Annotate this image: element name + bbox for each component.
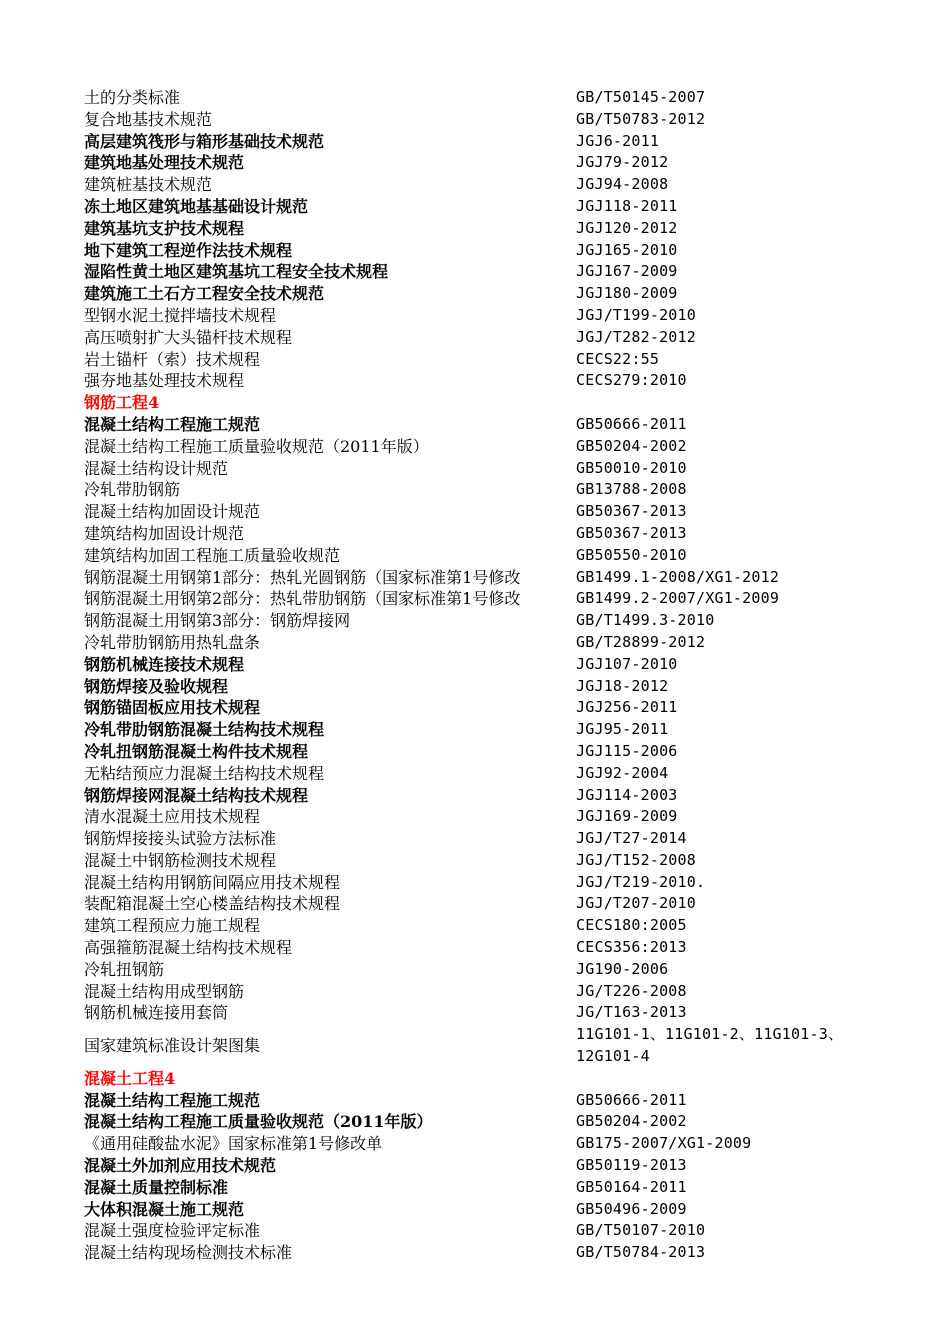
standard-name: 建筑施工土石方工程安全技术规范 <box>84 284 325 304</box>
standard-name: 冻土地区建筑地基基础设计规范 <box>84 196 309 216</box>
standard-name: 冷轧带肋钢筋用热轧盘条 <box>84 632 261 652</box>
standard-code: CECS22:55 <box>576 349 660 368</box>
standard-code: GB50164-2011 <box>576 1177 687 1196</box>
standard-row <box>84 937 884 959</box>
standard-name: 混凝土结构工程施工规范 <box>84 414 261 434</box>
standard-code <box>576 392 884 414</box>
standard-code: GB13788-2008 <box>576 480 687 499</box>
standard-code: JGJ169-2009 <box>576 807 678 826</box>
standard-row <box>84 458 884 480</box>
standard-row <box>84 436 884 458</box>
standard-row <box>84 1133 884 1155</box>
standard-name: 地下建筑工程逆作法技术规程 <box>84 240 293 260</box>
standard-code: JGJ/T152-2008 <box>576 850 696 869</box>
standard-name: 混凝土结构用钢筋间隔应用技术规程 <box>84 872 341 892</box>
standard-name: 土的分类标准 <box>84 88 181 107</box>
standard-name: 混凝土中钢筋检测技术规程 <box>84 850 277 870</box>
standard-row <box>84 1220 884 1242</box>
standard-name: 混凝土结构加固设计规范 <box>84 502 261 522</box>
standard-code: JGJ256-2011 <box>576 698 678 717</box>
standard-name: 冷轧带肋钢筋 <box>84 480 181 500</box>
standard-row <box>84 915 884 937</box>
standard-name: 钢筋混凝土用钢第3部分：钢筋焊接网 <box>84 611 351 631</box>
standard-row <box>84 174 884 196</box>
standard-name: 建筑桩基技术规范 <box>84 175 213 195</box>
standard-row <box>84 283 884 305</box>
standard-code: CECS279:2010 <box>576 371 687 390</box>
standard-code <box>576 1068 884 1090</box>
standard-row <box>84 1002 884 1024</box>
standard-code: JGJ118-2011 <box>576 196 678 215</box>
standard-row <box>84 305 884 327</box>
standard-code: JG/T163-2013 <box>576 1003 687 1022</box>
standard-code: 11G101-1、11G101-2、11G101-3、12G101-4 <box>576 1025 844 1066</box>
standard-row <box>84 1242 884 1264</box>
standard-name: 高层建筑筏形与箱形基础技术规范 <box>84 131 325 151</box>
standard-row <box>84 1177 884 1199</box>
standard-name: 冷轧带肋钢筋混凝土结构技术规程 <box>84 720 325 740</box>
standard-row <box>84 959 884 981</box>
standard-name: 冷轧扭钢筋混凝土构件技术规程 <box>84 741 309 761</box>
standard-row <box>84 719 884 741</box>
standard-name: 钢筋机械连接技术规程 <box>84 654 245 674</box>
standard-name: 钢筋焊接网混凝土结构技术规程 <box>84 785 309 805</box>
standard-code: GB50367-2013 <box>576 502 687 521</box>
standard-name: 装配箱混凝土空心楼盖结构技术规程 <box>84 894 341 914</box>
standard-row <box>84 697 884 719</box>
standard-row <box>84 981 884 1003</box>
standard-row <box>84 763 884 785</box>
standard-name: 型钢水泥土搅拌墙技术规程 <box>84 305 277 325</box>
standard-row <box>84 1024 884 1068</box>
standard-row <box>84 327 884 349</box>
standard-code: JGJ18-2012 <box>576 676 669 695</box>
standard-code: GB50367-2013 <box>576 523 687 542</box>
standard-row <box>84 501 884 523</box>
standard-code: JGJ/T199-2010 <box>576 305 696 324</box>
standard-name: 混凝土结构工程施工规范 <box>84 1090 261 1110</box>
standard-code: JGJ/T219-2010. <box>576 872 706 891</box>
standard-code: GB50204-2002 <box>576 1112 687 1131</box>
standard-code: JGJ92-2004 <box>576 763 669 782</box>
standard-code: GB50204-2002 <box>576 436 687 455</box>
standard-code: JGJ120-2012 <box>576 218 678 237</box>
standard-name: 复合地基技术规范 <box>84 109 213 129</box>
standard-name: 混凝土质量控制标准 <box>84 1177 229 1197</box>
standard-code: JGJ114-2003 <box>576 785 678 804</box>
standard-name: 湿陷性黄土地区建筑基坑工程安全技术规程 <box>84 262 389 282</box>
standard-row <box>84 152 884 174</box>
standard-row <box>84 567 884 589</box>
standard-row <box>84 196 884 218</box>
standard-row <box>84 370 884 392</box>
standard-name: 建筑结构加固工程施工质量验收规范 <box>84 545 341 565</box>
standard-code: JG190-2006 <box>576 959 669 978</box>
standard-row <box>84 109 884 131</box>
standard-row <box>84 676 884 698</box>
standard-name: 《通用硅酸盐水泥》国家标准第1号修改单 <box>84 1134 383 1154</box>
standard-name: 无粘结预应力混凝土结构技术规程 <box>84 763 325 783</box>
standard-name: 混凝土结构工程施工质量验收规范（2011年版） <box>84 436 429 456</box>
standard-code: GB50119-2013 <box>576 1156 687 1175</box>
standard-name: 钢筋焊接接头试验方法标准 <box>84 829 277 849</box>
standard-name: 高强箍筋混凝土结构技术规程 <box>84 938 293 958</box>
standard-name: 混凝土结构用成型钢筋 <box>84 981 245 1001</box>
standard-name: 建筑基坑支护技术规程 <box>84 218 245 238</box>
standard-row <box>84 872 884 894</box>
standards-list <box>84 87 884 1264</box>
standard-name: 钢筋焊接及验收规程 <box>84 676 229 696</box>
standard-name: 混凝土结构设计规范 <box>84 458 229 478</box>
standard-code: JGJ165-2010 <box>576 240 678 259</box>
standard-name: 钢筋混凝土用钢第2部分：热轧带肋钢筋（国家标准第1号修改 <box>84 589 521 609</box>
standard-row <box>84 893 884 915</box>
standard-code: JGJ180-2009 <box>576 284 678 303</box>
standard-name: 冷轧扭钢筋 <box>84 959 165 979</box>
standard-name: 大体积混凝土施工规范 <box>84 1199 245 1219</box>
standard-code: JGJ6-2011 <box>576 131 660 150</box>
section-title: 混凝土工程4 <box>84 1068 176 1088</box>
standard-code: JGJ79-2012 <box>576 153 669 172</box>
standard-row <box>84 1090 884 1112</box>
standard-code: JGJ167-2009 <box>576 262 678 281</box>
standard-code: GB175-2007/XG1-2009 <box>576 1134 752 1153</box>
standard-row <box>84 218 884 240</box>
standard-row <box>84 588 884 610</box>
standard-row <box>84 850 884 872</box>
standard-code: JG/T226-2008 <box>576 981 687 1000</box>
standard-code: GB/T50145-2007 <box>576 88 706 106</box>
standard-code: GB50666-2011 <box>576 414 687 433</box>
standard-row <box>84 523 884 545</box>
standard-code: GB50010-2010 <box>576 458 687 477</box>
standard-code: JGJ/T27-2014 <box>576 829 687 848</box>
standard-code: JGJ/T207-2010 <box>576 894 696 913</box>
standard-code: GB1499.2-2007/XG1-2009 <box>576 589 780 608</box>
standard-row <box>84 545 884 567</box>
standard-code: JGJ107-2010 <box>576 654 678 673</box>
standard-code: GB50666-2011 <box>576 1090 687 1109</box>
standard-code: GB/T50784-2013 <box>576 1243 706 1262</box>
standard-code: GB1499.1-2008/XG1-2012 <box>576 567 780 586</box>
standard-code: CECS180:2005 <box>576 916 687 935</box>
standard-name: 岩土锚杆（索）技术规程 <box>84 349 261 369</box>
standard-name: 国家建筑标准设计架图集 <box>84 1036 261 1056</box>
standard-name: 混凝土结构现场检测技术标准 <box>84 1243 293 1263</box>
standard-name: 高压喷射扩大头锚杆技术规程 <box>84 327 293 347</box>
standard-name: 混凝土外加剂应用技术规范 <box>84 1156 277 1176</box>
standard-code: JGJ94-2008 <box>576 175 669 194</box>
standard-row <box>84 261 884 283</box>
standard-row <box>84 1111 884 1133</box>
standard-name: 钢筋锚固板应用技术规程 <box>84 698 261 718</box>
section-header-row <box>84 392 884 414</box>
section-header-row <box>84 1068 884 1090</box>
standard-row <box>84 785 884 807</box>
standard-code: GB/T28899-2012 <box>576 632 706 651</box>
standard-row <box>84 349 884 371</box>
standard-code: CECS356:2013 <box>576 938 687 957</box>
standard-row <box>84 1155 884 1177</box>
standard-row <box>84 741 884 763</box>
standard-name: 混凝土结构工程施工质量验收规范（2011年版） <box>84 1112 433 1132</box>
standard-row <box>84 632 884 654</box>
standard-name: 钢筋混凝土用钢第1部分：热轧光圆钢筋（国家标准第1号修改 <box>84 567 521 587</box>
standard-code: GB/T50783-2012 <box>576 109 706 128</box>
standard-code: JGJ/T282-2012 <box>576 327 696 346</box>
standard-row <box>84 1199 884 1221</box>
standard-row <box>84 610 884 632</box>
standard-row <box>84 131 884 153</box>
standard-name: 建筑地基处理技术规范 <box>84 153 245 173</box>
standard-row <box>84 240 884 262</box>
standard-row <box>84 87 884 109</box>
standard-code: GB/T1499.3-2010 <box>576 611 715 630</box>
standard-name: 强夯地基处理技术规程 <box>84 371 245 391</box>
standard-code: GB50550-2010 <box>576 545 687 564</box>
standard-name: 建筑结构加固设计规范 <box>84 523 245 543</box>
standard-row <box>84 414 884 436</box>
standard-code: JGJ95-2011 <box>576 720 669 739</box>
standard-name: 钢筋机械连接用套筒 <box>84 1003 229 1023</box>
standard-name: 清水混凝土应用技术规程 <box>84 807 261 827</box>
standard-name: 建筑工程预应力施工规程 <box>84 916 261 936</box>
standard-code: GB50496-2009 <box>576 1199 687 1218</box>
standard-row <box>84 806 884 828</box>
standard-row <box>84 654 884 676</box>
standard-code: JGJ115-2006 <box>576 741 678 760</box>
standard-row <box>84 828 884 850</box>
standard-row <box>84 479 884 501</box>
standard-code: GB/T50107-2010 <box>576 1221 706 1240</box>
standard-name: 混凝土强度检验评定标准 <box>84 1221 261 1241</box>
section-title: 钢筋工程4 <box>84 393 160 413</box>
